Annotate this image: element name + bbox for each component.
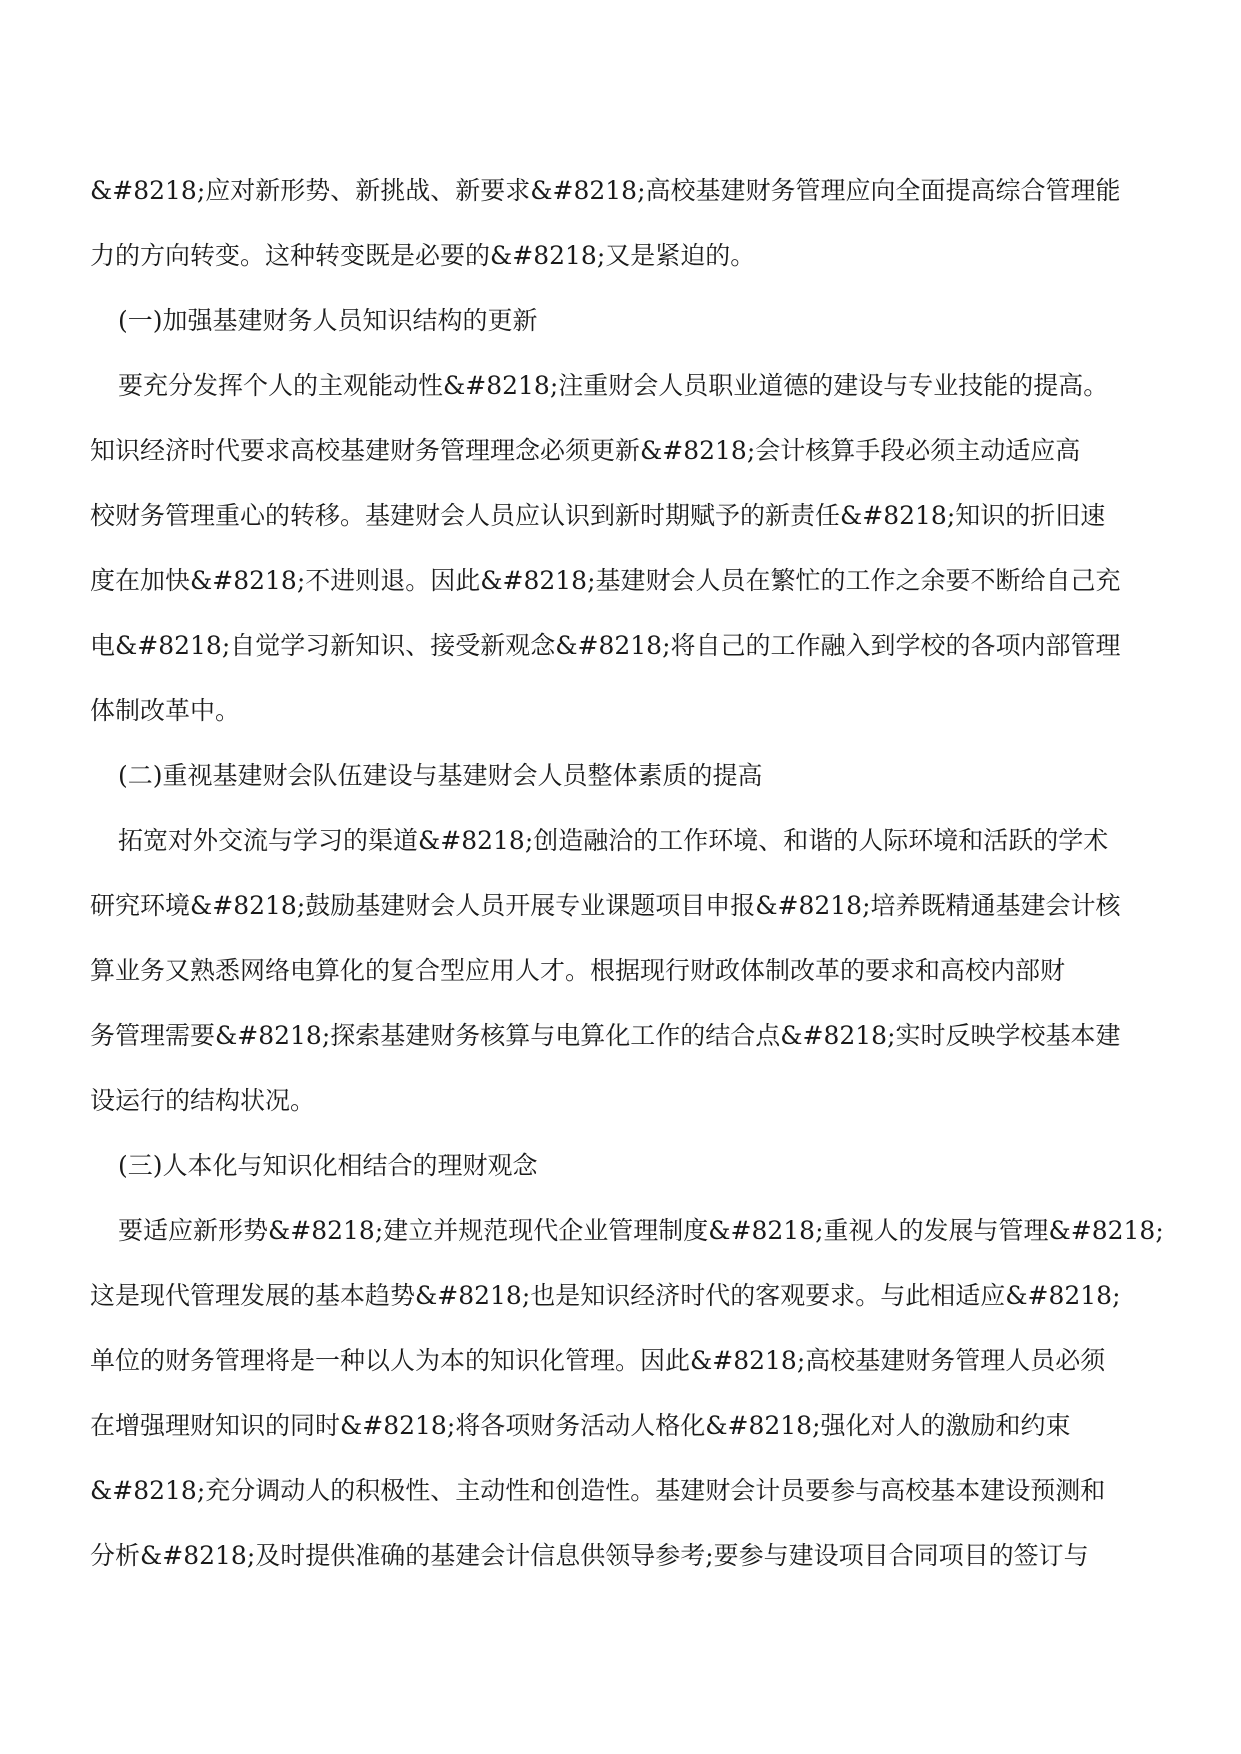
paragraph-line: 单位的财务管理将是一种以人为本的知识化管理。因此&#8218;高校基建财务管理人员必须	[90, 1346, 1106, 1375]
paragraph-line: 度在加快&#8218;不进则退。因此&#8218;基建财会人员在繁忙的工作之余要不断给自己充	[90, 566, 1121, 595]
paragraph-line: 电&#8218;自觉学习新知识、接受新观念&#8218;将自己的工作融入到学校的各项内部管理	[90, 631, 1121, 660]
paragraph-line: 这是现代管理发展的基本趋势&#8218;也是知识经济时代的客观要求。与此相适应&#8218;	[90, 1281, 1121, 1310]
section-heading-1: (一)加强基建财务人员知识结构的更新	[118, 306, 538, 335]
paragraph-line: 要充分发挥个人的主观能动性&#8218;注重财会人员职业道德的建设与专业技能的提高。	[118, 371, 1109, 400]
paragraph-line: 在增强理财知识的同时&#8218;将各项财务活动人格化&#8218;强化对人的激励和约束	[90, 1411, 1071, 1440]
paragraph-line: 务管理需要&#8218;探索基建财务核算与电算化工作的结合点&#8218;实时反映学校基本建	[90, 1021, 1121, 1050]
paragraph-line: 要适应新形势&#8218;建立并规范现代企业管理制度&#8218;重视人的发展与管理&#8218;	[118, 1216, 1164, 1245]
section-heading-2: (二)重视基建财会队伍建设与基建财会人员整体素质的提高	[118, 761, 763, 790]
paragraph-line: 校财务管理重心的转移。基建财会人员应认识到新时期赋予的新责任&#8218;知识的折旧速	[90, 501, 1106, 530]
paragraph-line: &#8218;应对新形势、新挑战、新要求&#8218;高校基建财务管理应向全面提高综合管理能	[90, 176, 1121, 205]
section-heading-3: (三)人本化与知识化相结合的理财观念	[118, 1151, 538, 1180]
paragraph-line: 体制改革中。	[90, 696, 241, 725]
paragraph-line: 设运行的结构状况。	[90, 1086, 316, 1115]
paragraph-line: 研究环境&#8218;鼓励基建财会人员开展专业课题项目申报&#8218;培养既精通基建会计核	[90, 891, 1121, 920]
paragraph-line: &#8218;充分调动人的积极性、主动性和创造性。基建财会计员要参与高校基本建设预测和	[90, 1476, 1106, 1505]
paragraph-line: 分析&#8218;及时提供准确的基建会计信息供领导参考;要参与建设项目合同项目的签订与	[90, 1541, 1089, 1570]
paragraph-line: 拓宽对外交流与学习的渠道&#8218;创造融洽的工作环境、和谐的人际环境和活跃的学术	[118, 826, 1109, 855]
paragraph-line: 力的方向转变。这种转变既是必要的&#8218;又是紧迫的。	[90, 241, 756, 270]
paragraph-line: 知识经济时代要求高校基建财务管理理念必须更新&#8218;会计核算手段必须主动适应高	[90, 436, 1081, 465]
paragraph-line: 算业务又熟悉网络电算化的复合型应用人才。根据现行财政体制改革的要求和高校内部财	[90, 956, 1066, 985]
body-text	[90, 158, 1164, 1588]
